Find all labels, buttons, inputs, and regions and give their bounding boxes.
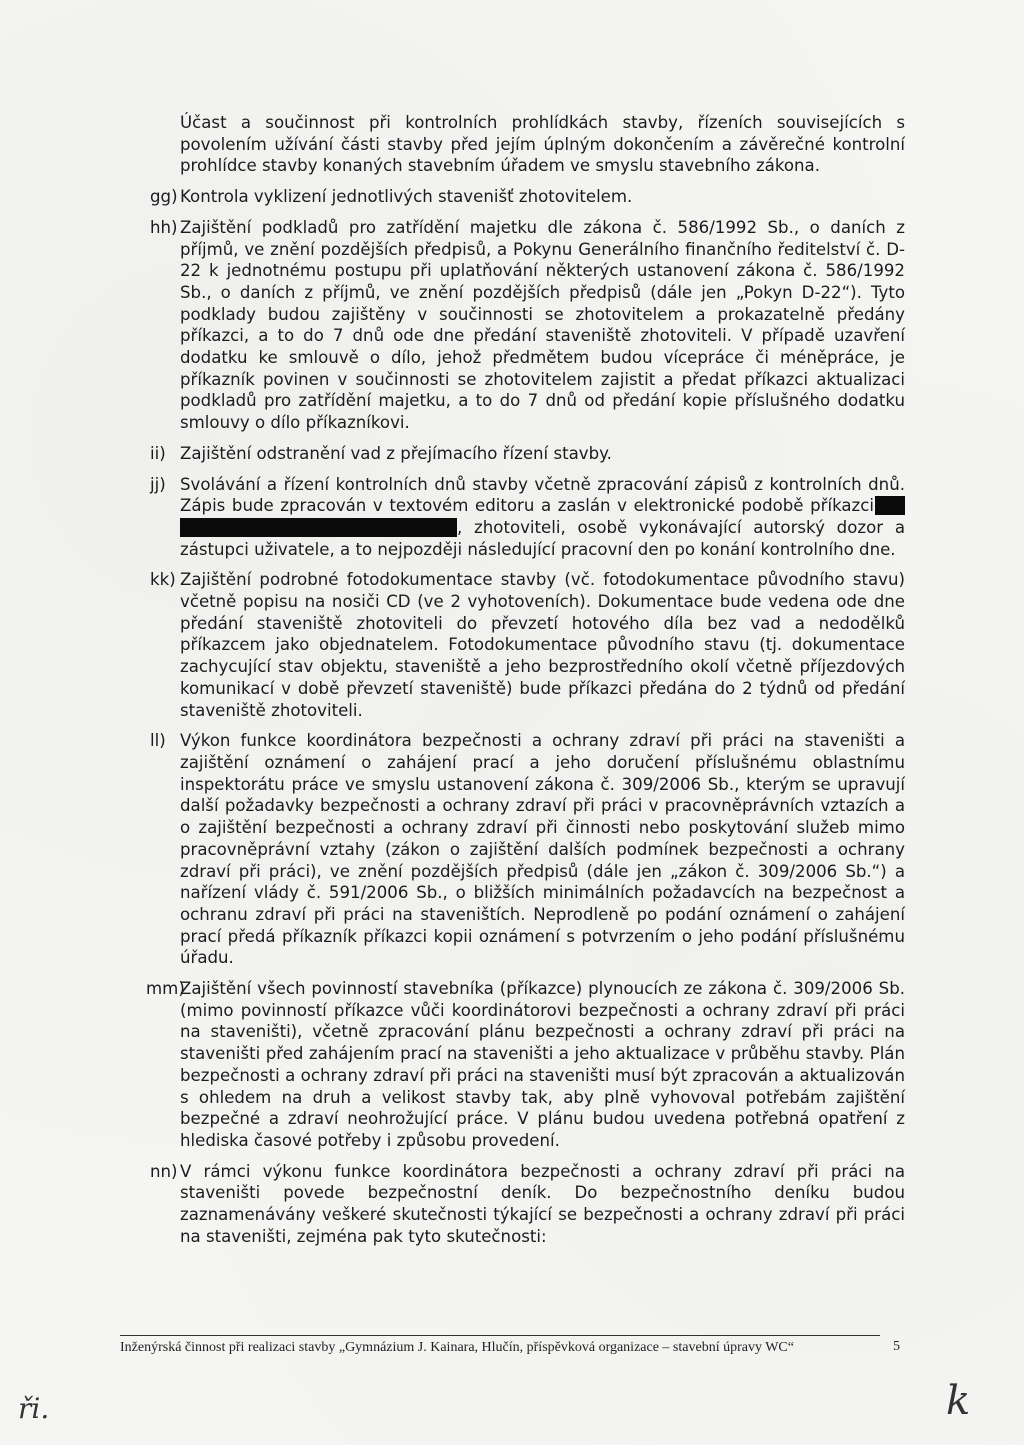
redaction-block xyxy=(180,518,457,537)
item-label: gg) xyxy=(150,187,178,207)
list-item-nn xyxy=(150,1161,905,1248)
list-item-ii xyxy=(150,443,905,465)
handwritten-initial-left: ři. xyxy=(18,1392,50,1425)
item-text: V rámci výkonu funkce koordinátora bezpečnosti a ochrany zdraví při práci na staveništi povede bezpečnostní deník. Do bezpečnostního deníku budou zaznamenávány veškeré skutečnosti týkající se bezpečnosti a ochrany zdraví při práci na staveništi, zejména pak tyto skutečnosti: xyxy=(180,1161,905,1246)
list-item-kk xyxy=(150,569,905,721)
item-label: mm) xyxy=(146,979,185,999)
item-label: nn) xyxy=(150,1161,178,1181)
item-text-part-a: Svolávání a řízení kontrolních dnů stavby včetně zpracování zápisů z kontrolních dnů. Zápis bude zpracován v textovém editoru a zaslán v elektronické podobě příkazci xyxy=(180,474,905,516)
list-item-jj xyxy=(150,474,905,561)
item-label: kk) xyxy=(150,570,176,590)
list-item-hh xyxy=(150,217,905,434)
item-text: Kontrola vyklizení jednotlivých stavenišť zhotovitelem. xyxy=(180,187,633,207)
list-item-gg xyxy=(150,186,905,208)
item-text: Zajištění všech povinností stavebníka (příkazce) plynoucích ze zákona č. 309/2006 Sb. (mimo povinností příkazce vůči koordinátorovi bezpečnosti a ochrany zdraví při práci na staveništi), včetně zpracování plánu bezpečnosti a ochrany zdraví při práci na staveništi před zahájením prací na staveništi a jeho aktualizace v průběhu stavby. Plán bezpečnosti a ochrany zdraví při práci na staveništi musí být zpracován a aktualizován s ohledem na druh a velikost stavby tak, aby plně vyhovoval potřebám zajištění bezpečné a zdraví neohrožující práce. V plánu budou uvedena potřebná opatření z hlediska časové potřeby i způsobu provedení. xyxy=(180,979,905,1150)
item-text-part-b: , zhotoviteli, osobě vykonávající autorský dozor a zástupci uživatele, a to nejpozději následující pracovní den po konání kontrolního dne. xyxy=(180,517,905,559)
list-item-mm xyxy=(146,978,905,1152)
redaction-block xyxy=(875,496,905,515)
item-text: Zajištění odstranění vad z přejímacího řízení stavby. xyxy=(180,443,612,463)
item-label: jj) xyxy=(150,474,166,494)
handwritten-initial-right: k xyxy=(946,1378,971,1424)
item-label: ll) xyxy=(150,731,166,751)
item-text: Zajištění podkladů pro zatřídění majetku dle zákona č. 586/1992 Sb., o daních z příjmů, ve znění pozdějších předpisů, a Pokynu Generálního finančního ředitelství č. D-22 k jednotnému postupu při uplatňování některých ustanovení zákona č. 586/1992 Sb., o daních z příjmů, ve znění pozdějších předpisů (dále jen „Pokyn D-22“). Tyto podklady budou zajištěny v součinnosti se zhotovitelem a prokazatelně předány příkazci, a to do 7 dnů ode dne předání staveniště zhotoviteli. V případě uzavření dodatku ke smlouvě o dílo, jehož předmětem budou vícepráce či méněpráce, je příkazník povinen v součinnosti se zhotovitelem zajistit a předat příkazci aktualizaci podkladů pro zatřídění majetku, a to do 7 dnů od předání kopie příslušného dodatku smlouvy o dílo příkazníkovi. xyxy=(180,217,905,433)
footer-divider xyxy=(120,1335,880,1336)
item-text: Výkon funkce koordinátora bezpečnosti a ochrany zdraví při práci na staveništi a zajištění oznámení o zahájení prací a jeho doručení příslušnému oblastnímu inspektorátu práce ve smyslu ustanovení zákona č. 309/2006 Sb., kterým se upravují další požadavky bezpečnosti a ochrany zdraví při práci v pracovněprávních vztazích a o zajištění bezpečnosti a ochrany zdraví při činnosti nebo poskytování služeb mimo pracovněprávní vztahy (zákon o zajištění dalších podmínek bezpečnosti a ochrany zdraví při práci), ve znění pozdějších předpisů (dále jen „zákon č. 309/2006 Sb.“) a nařízení vlády č. 591/2006 Sb., o bližších minimálních požadavcích na bezpečnost a ochranu zdraví při práci na staveništích. Neprodleně po podání oznámení o zahájení prací předá příkazník příkazci kopii oznámení s potvrzením o jeho podání příslušnému úřadu. xyxy=(180,731,905,968)
item-text xyxy=(180,474,905,561)
page-footer: Inženýrská činnost při realizaci stavby „Gymnázium J. Kainara, Hlučín, příspěvková organizace – stavební úpravy WC“ xyxy=(120,1340,794,1355)
item-label: hh) xyxy=(150,217,178,237)
list-item-ll xyxy=(150,730,905,969)
document-body xyxy=(146,112,905,1247)
lead-paragraph: Účast a součinnost při kontrolních prohlídkách stavby, řízeních souvisejících s povolením užívání části stavby před jejím úplným dokončením a závěrečné kontrolní prohlídce stavby konaných stavebním úřadem ve smyslu stavebního zákona. xyxy=(180,113,905,176)
item-label: ii) xyxy=(150,443,166,463)
page-number: 5 xyxy=(893,1339,900,1354)
item-text: Zajištění podrobné fotodokumentace stavby (vč. fotodokumentace původního stavu) včetně popisu na nosiči CD (ve 2 vyhotoveních). Dokumentace bude vedena ode dne předání staveniště zhotoviteli do převzetí hotového díla bez vad a nedodělků příkazcem jako objednatelem. Fotodokumentace původního stavu (tj. dokumentace zachycující stav objektu, staveniště a jeho bezprostředního okolí včetně příjezdových komunikací v době převzetí staveniště) bude příkazci předána do 2 týdnů od předání staveniště zhotoviteli. xyxy=(180,570,905,720)
